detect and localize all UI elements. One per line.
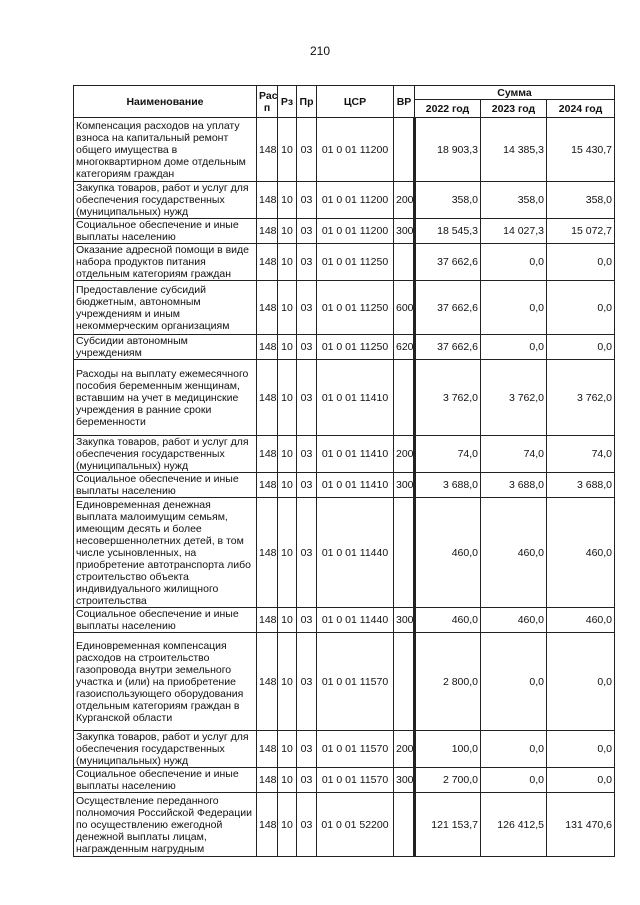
cell-name: Единовременная компенсация расходов на строительство газопровода внутри земельного участка и (или) на приобретение газоиспользующего оборудования отдельным категориям граждан в Курганской области	[74, 633, 257, 731]
cell-y2024: 358,0	[547, 182, 615, 219]
cell-pr: 03	[297, 182, 317, 219]
header-pr: Пр	[297, 86, 317, 118]
cell-name: Закупка товаров, работ и услуг для обеспечения государственных (муниципальных) нужд	[74, 731, 257, 768]
cell-vr	[394, 498, 415, 608]
cell-ras: 148	[257, 473, 278, 498]
cell-csr: 01 0 01 11440	[317, 608, 394, 633]
cell-csr: 01 0 01 11570	[317, 633, 394, 731]
cell-vr: 600	[394, 281, 415, 335]
cell-pr: 03	[297, 436, 317, 473]
cell-y2022: 3 762,0	[415, 360, 481, 436]
table-row	[74, 182, 615, 219]
cell-name: Осуществление переданного полномочия Российской Федерации по осуществлению ежегодной денежной выплаты лицам, награжденным нагрудным	[74, 793, 257, 857]
table-row	[74, 281, 615, 335]
cell-y2024: 460,0	[547, 608, 615, 633]
cell-y2023: 14 385,3	[481, 118, 547, 182]
cell-ras: 148	[257, 244, 278, 281]
cell-y2024: 0,0	[547, 633, 615, 731]
cell-y2022: 358,0	[415, 182, 481, 219]
cell-ras: 148	[257, 219, 278, 244]
cell-y2022: 460,0	[415, 608, 481, 633]
cell-csr: 01 0 01 52200	[317, 793, 394, 857]
cell-ras: 148	[257, 360, 278, 436]
cell-rz: 10	[278, 633, 297, 731]
table-row	[74, 473, 615, 498]
cell-ras: 148	[257, 731, 278, 768]
table-row	[74, 436, 615, 473]
cell-name: Закупка товаров, работ и услуг для обеспечения государственных (муниципальных) нужд	[74, 182, 257, 219]
cell-pr: 03	[297, 473, 317, 498]
table-row	[74, 633, 615, 731]
cell-csr: 01 0 01 11570	[317, 731, 394, 768]
budget-table	[73, 85, 615, 857]
cell-name: Социальное обеспечение и иные выплаты населению	[74, 219, 257, 244]
header-ras: Рас п	[257, 86, 278, 118]
table-row	[74, 793, 615, 857]
cell-ras: 148	[257, 608, 278, 633]
cell-vr: 300	[394, 219, 415, 244]
cell-y2024: 0,0	[547, 731, 615, 768]
cell-pr: 03	[297, 281, 317, 335]
cell-rz: 10	[278, 731, 297, 768]
cell-y2023: 0,0	[481, 335, 547, 360]
cell-vr	[394, 118, 415, 182]
cell-csr: 01 0 01 11250	[317, 281, 394, 335]
cell-y2024: 3 762,0	[547, 360, 615, 436]
cell-y2022: 37 662,6	[415, 244, 481, 281]
cell-y2022: 37 662,6	[415, 335, 481, 360]
cell-rz: 10	[278, 281, 297, 335]
cell-y2024: 15 072,7	[547, 219, 615, 244]
cell-y2022: 37 662,6	[415, 281, 481, 335]
cell-rz: 10	[278, 219, 297, 244]
table-row	[74, 244, 615, 281]
cell-y2023: 0,0	[481, 633, 547, 731]
cell-name: Закупка товаров, работ и услуг для обеспечения государственных (муниципальных) нужд	[74, 436, 257, 473]
cell-csr: 01 0 01 11410	[317, 473, 394, 498]
cell-y2024: 0,0	[547, 244, 615, 281]
cell-pr: 03	[297, 731, 317, 768]
cell-pr: 03	[297, 498, 317, 608]
cell-y2023: 14 027,3	[481, 219, 547, 244]
table-row	[74, 360, 615, 436]
cell-y2022: 74,0	[415, 436, 481, 473]
cell-y2022: 121 153,7	[415, 793, 481, 857]
cell-csr: 01 0 01 11250	[317, 244, 394, 281]
header-name: Наименование	[74, 86, 257, 118]
header-sum: Сумма	[415, 86, 615, 100]
cell-ras: 148	[257, 436, 278, 473]
header-csr: ЦСР	[317, 86, 394, 118]
cell-name: Предоставление субсидий бюджетным, автономным учреждениям и иным некоммерческим организациям	[74, 281, 257, 335]
cell-y2024: 0,0	[547, 335, 615, 360]
cell-vr: 200	[394, 182, 415, 219]
cell-y2023: 0,0	[481, 281, 547, 335]
cell-y2023: 0,0	[481, 731, 547, 768]
cell-name: Социальное обеспечение и иные выплаты населению	[74, 473, 257, 498]
cell-y2022: 100,0	[415, 731, 481, 768]
cell-y2023: 0,0	[481, 768, 547, 793]
cell-csr: 01 0 01 11440	[317, 498, 394, 608]
cell-y2023: 460,0	[481, 498, 547, 608]
cell-ras: 148	[257, 281, 278, 335]
cell-rz: 10	[278, 360, 297, 436]
header-vr: ВР	[394, 86, 415, 118]
cell-y2024: 74,0	[547, 436, 615, 473]
cell-pr: 03	[297, 793, 317, 857]
cell-rz: 10	[278, 436, 297, 473]
cell-vr: 300	[394, 608, 415, 633]
cell-csr: 01 0 01 11250	[317, 335, 394, 360]
table-row	[74, 768, 615, 793]
cell-pr: 03	[297, 633, 317, 731]
cell-ras: 148	[257, 118, 278, 182]
cell-y2024: 0,0	[547, 281, 615, 335]
cell-y2022: 2 800,0	[415, 633, 481, 731]
cell-rz: 10	[278, 473, 297, 498]
cell-vr	[394, 633, 415, 731]
cell-y2024: 131 470,6	[547, 793, 615, 857]
cell-csr: 01 0 01 11200	[317, 219, 394, 244]
cell-vr	[394, 793, 415, 857]
cell-pr: 03	[297, 608, 317, 633]
header-rz: Рз	[278, 86, 297, 118]
cell-pr: 03	[297, 219, 317, 244]
table-body	[74, 118, 615, 857]
cell-name: Расходы на выплату ежемесячного пособия беременным женщинам, вставшим на учет в медицинские учреждения в ранние сроки беременности	[74, 360, 257, 436]
cell-name: Субсидии автономным учреждениям	[74, 335, 257, 360]
cell-pr: 03	[297, 244, 317, 281]
cell-csr: 01 0 01 11570	[317, 768, 394, 793]
table-row	[74, 118, 615, 182]
cell-vr: 200	[394, 436, 415, 473]
cell-y2023: 74,0	[481, 436, 547, 473]
cell-ras: 148	[257, 633, 278, 731]
cell-rz: 10	[278, 793, 297, 857]
cell-y2024: 460,0	[547, 498, 615, 608]
cell-ras: 148	[257, 498, 278, 608]
cell-pr: 03	[297, 360, 317, 436]
cell-vr: 300	[394, 473, 415, 498]
header-2022: 2022 год	[415, 100, 481, 118]
cell-csr: 01 0 01 11200	[317, 118, 394, 182]
cell-name: Социальное обеспечение и иные выплаты населению	[74, 608, 257, 633]
cell-rz: 10	[278, 182, 297, 219]
cell-ras: 148	[257, 768, 278, 793]
cell-ras: 148	[257, 793, 278, 857]
cell-csr: 01 0 01 11200	[317, 182, 394, 219]
cell-rz: 10	[278, 118, 297, 182]
cell-y2024: 3 688,0	[547, 473, 615, 498]
table-row	[74, 498, 615, 608]
cell-rz: 10	[278, 498, 297, 608]
cell-y2023: 126 412,5	[481, 793, 547, 857]
table-row	[74, 219, 615, 244]
header-2024: 2024 год	[547, 100, 615, 118]
cell-vr: 200	[394, 731, 415, 768]
header-2023: 2023 год	[481, 100, 547, 118]
cell-y2022: 460,0	[415, 498, 481, 608]
cell-name: Социальное обеспечение и иные выплаты населению	[74, 768, 257, 793]
cell-y2022: 18 545,3	[415, 219, 481, 244]
cell-ras: 148	[257, 335, 278, 360]
table-row	[74, 335, 615, 360]
cell-y2023: 0,0	[481, 244, 547, 281]
cell-name: Оказание адресной помощи в виде набора продуктов питания отдельным категориям граждан	[74, 244, 257, 281]
cell-pr: 03	[297, 118, 317, 182]
table-row	[74, 731, 615, 768]
cell-vr: 620	[394, 335, 415, 360]
cell-csr: 01 0 01 11410	[317, 360, 394, 436]
cell-y2024: 0,0	[547, 768, 615, 793]
cell-y2023: 460,0	[481, 608, 547, 633]
cell-rz: 10	[278, 608, 297, 633]
cell-pr: 03	[297, 335, 317, 360]
cell-y2023: 3 762,0	[481, 360, 547, 436]
cell-rz: 10	[278, 244, 297, 281]
cell-y2024: 15 430,7	[547, 118, 615, 182]
cell-vr	[394, 244, 415, 281]
cell-y2023: 358,0	[481, 182, 547, 219]
cell-vr: 300	[394, 768, 415, 793]
cell-pr: 03	[297, 768, 317, 793]
cell-name: Единовременная денежная выплата малоимущим семьям, имеющим десять и более несовершеннолетних детей, в том числе усыновленных, на приобретение автотранспорта либо строительство объекта индивидуального жилищного строительства	[74, 498, 257, 608]
cell-rz: 10	[278, 335, 297, 360]
page-number: 210	[309, 44, 331, 58]
table-row	[74, 608, 615, 633]
cell-rz: 10	[278, 768, 297, 793]
cell-y2023: 3 688,0	[481, 473, 547, 498]
cell-y2022: 3 688,0	[415, 473, 481, 498]
cell-name: Компенсация расходов на уплату взноса на капитальный ремонт общего имущества в многоквартирном доме отдельным категориям граждан	[74, 118, 257, 182]
cell-y2022: 18 903,3	[415, 118, 481, 182]
cell-ras: 148	[257, 182, 278, 219]
cell-y2022: 2 700,0	[415, 768, 481, 793]
cell-vr	[394, 360, 415, 436]
cell-csr: 01 0 01 11410	[317, 436, 394, 473]
